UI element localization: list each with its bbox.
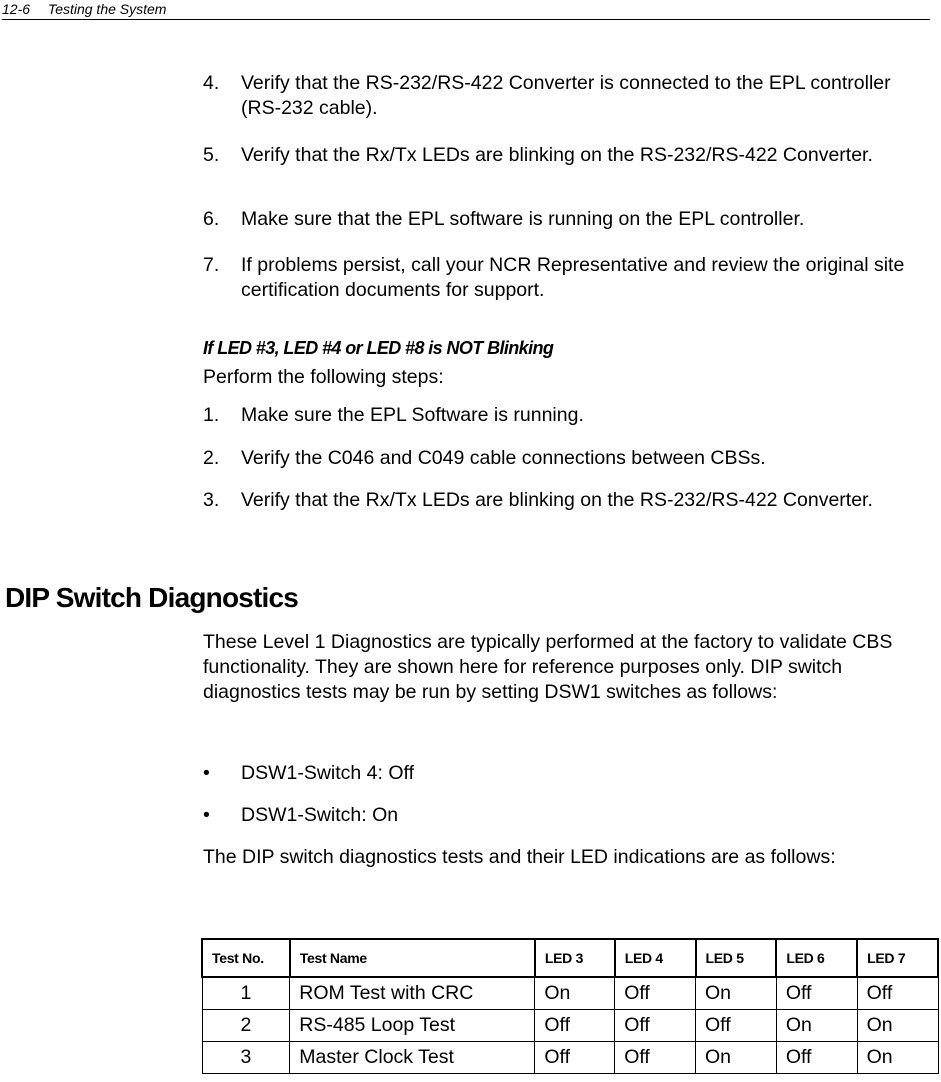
section-paragraph: These Level 1 Diagnostics are typically performed at the factory to validate CBS functionality. They are shown here for reference purposes only. DIP switch diagnostics tests may be run by setting DSW1 switches as follows: [203,631,893,703]
bullet-mark: • [203,762,210,784]
step-number: 2. [203,447,220,469]
step-number: 1. [203,404,220,426]
table-cell: Off [776,1042,857,1074]
table-cell: On [535,977,615,1010]
table-cell: Off [776,977,857,1010]
step-text: Verify that the Rx/Tx LEDs are blinking on the RS-232/RS-422 Converter. [241,489,873,511]
table-cell: RS-485 Loop Test [290,1010,535,1042]
bullet-mark: • [203,804,210,826]
step-number: 7. [203,254,220,276]
step-text: Verify that the RS-232/RS-422 Converter is connected to the EPL controller (RS-232 cable). [241,72,891,119]
step-number: 3. [203,489,220,511]
column-header: LED 6 [776,939,857,977]
table-cell: Master Clock Test [290,1042,535,1074]
table-cell: Off [615,1042,696,1074]
table-cell: 2 [202,1010,290,1042]
running-header [2,0,930,20]
table-header-row [202,939,938,977]
step-text: Verify that the Rx/Tx LEDs are blinking on the RS-232/RS-422 Converter. [241,144,873,166]
table-intro: The DIP switch diagnostics tests and their LED indications are as follows: [203,846,836,868]
table-cell: On [696,977,777,1010]
table-cell: 3 [202,1042,290,1074]
table-cell: Off [535,1042,615,1074]
step-text: Make sure that the EPL software is running on the EPL controller. [241,208,805,230]
bullet-text: DSW1-Switch: On [241,804,399,826]
table-cell: Off [696,1010,777,1042]
chapter-title: Testing the System [47,1,167,17]
dip-diagnostics-table [201,938,939,1074]
table-cell: Off [535,1010,615,1042]
subsection-heading: If LED #3, LED #4 or LED #8 is NOT Blinking [203,338,554,358]
step-number: 5. [203,144,220,166]
step-text: Make sure the EPL Software is running. [241,404,584,426]
column-header: LED 3 [535,939,615,977]
column-header: Test Name [290,939,535,977]
table-cell: ROM Test with CRC [290,977,535,1010]
table-row [202,1010,938,1042]
table-cell: 1 [202,977,290,1010]
column-header: LED 7 [857,939,938,977]
table-row [202,1042,938,1074]
step-text: Verify the C046 and C049 cable connections between CBSs. [241,447,766,469]
bullet-text: DSW1-Switch 4: Off [241,762,415,784]
column-header: LED 4 [615,939,696,977]
step-text: If problems persist, call your NCR Representative and review the original site certification documents for support. [241,254,905,301]
table-row [202,977,938,1010]
table-cell: Off [857,977,938,1010]
table-cell: On [696,1042,777,1074]
table-cell: On [776,1010,857,1042]
section-heading: DIP Switch Diagnostics [5,582,299,613]
step-number: 4. [203,72,220,94]
step-number: 6. [203,208,220,230]
table-cell: Off [615,1010,696,1042]
table-cell: Off [615,977,696,1010]
subsection-intro: Perform the following steps: [203,366,444,388]
table-cell: On [857,1042,938,1074]
column-header: Test No. [202,939,290,977]
page-number: 12-6 [2,1,31,17]
table-cell: On [857,1010,938,1042]
column-header: LED 5 [696,939,777,977]
